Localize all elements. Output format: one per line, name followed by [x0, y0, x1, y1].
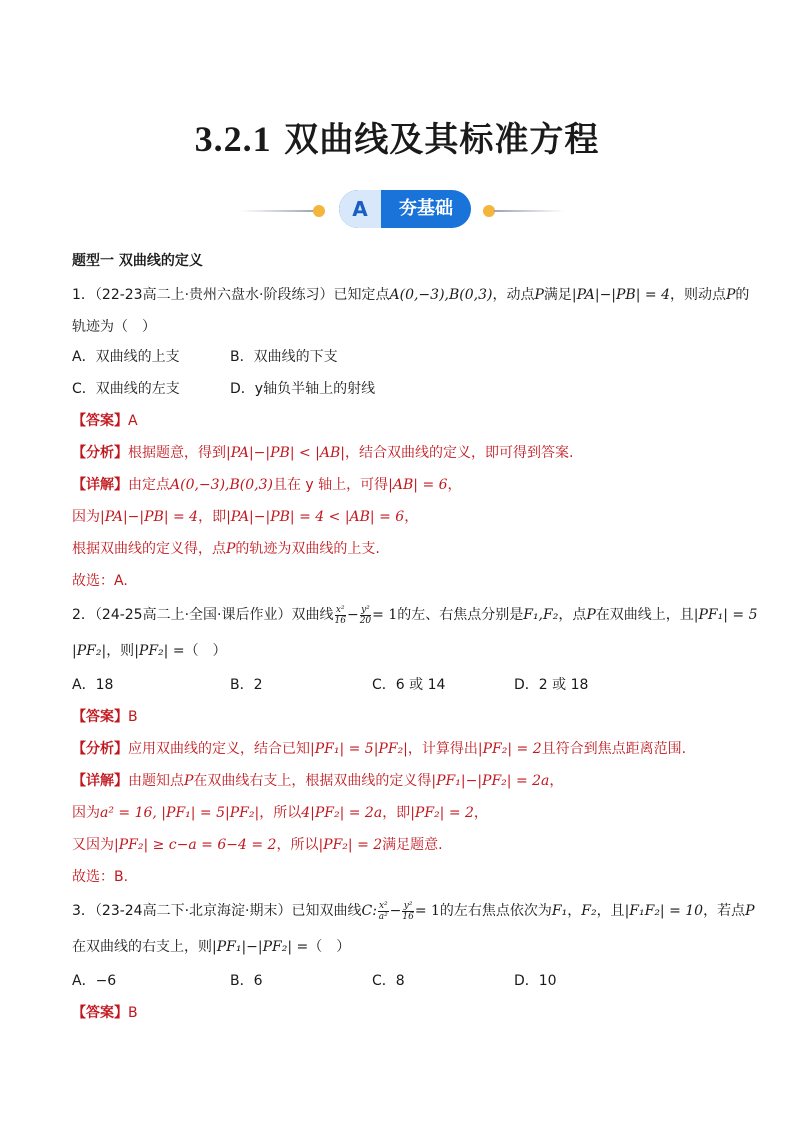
- q1-detail1-math2: |AB| = 6: [388, 477, 448, 493]
- q2-condition: |PF₁| = 5: [693, 607, 758, 623]
- q2-choose: 故选：B.: [72, 869, 129, 885]
- q1-detail3-a: 根据双曲线的定义得，点: [72, 541, 226, 557]
- q2-frac-y: [360, 605, 371, 626]
- q3-answer-tag: 【答案】: [72, 1005, 128, 1021]
- q2-analysis-c: 且符合到焦点距离范围.: [541, 741, 687, 757]
- q2-analysis-b: ，计算得出: [407, 741, 478, 757]
- q3-line2-b: （ ）: [308, 939, 351, 955]
- q2-analysis-math: |PF₁| = 5|PF₂|: [310, 741, 408, 757]
- q2-line2-b: （ ）: [184, 643, 227, 659]
- q2-stem-b: 的左、右焦点分别是: [397, 607, 524, 623]
- q2-analysis-math2: |PF₂| = 2: [477, 741, 542, 757]
- q2-eq: = 1: [372, 607, 398, 623]
- q2-answer-value: B: [128, 709, 138, 725]
- banner-pill: [339, 190, 471, 228]
- q1-detail-2: [72, 506, 418, 526]
- q1-answer-value: A: [128, 413, 138, 429]
- q1-point-p: P: [534, 287, 544, 303]
- q2-stem-c: ，点: [558, 607, 587, 623]
- page-title: [0, 112, 794, 161]
- q2-detail-1: [72, 770, 563, 790]
- q1-analysis-b: ，结合双曲线的定义，即可得到答案.: [345, 445, 574, 461]
- q2-analysis-a: 应用双曲线的定义，结合已知: [128, 741, 310, 757]
- q2-detail2-c: ，即: [382, 805, 411, 821]
- q1-stem-a: 1．（22-23高二上·贵州六盘水·阶段练习）已知定点: [72, 287, 390, 303]
- q2-analysis-tag: 【分析】: [72, 741, 128, 757]
- q1-detail2-c: ，: [404, 509, 419, 525]
- q2-frac-x: [335, 605, 346, 626]
- q1-detail1-c: ，: [447, 477, 462, 493]
- q1-detail3-p: P: [226, 541, 236, 557]
- section-heading: 题型一 双曲线的定义: [72, 253, 203, 269]
- q3-option-d: D．10: [514, 973, 557, 989]
- q3-option-b: B．6: [230, 973, 263, 989]
- q3-f2: F₂: [581, 903, 597, 919]
- q2-detail2-math2: 4|PF₂| = 2a: [301, 805, 383, 821]
- banner-line-right: [494, 210, 564, 212]
- title-text: 双曲线及其标准方程: [284, 120, 600, 160]
- q1-detail1-a: 由定点: [128, 477, 170, 493]
- q1-detail-1: [72, 474, 462, 494]
- title-number: 3.2.1: [194, 119, 272, 159]
- q3-stem-d: ，若点: [703, 903, 746, 919]
- q3-point-p: P: [745, 903, 755, 919]
- banner-letter: A: [339, 190, 381, 228]
- q3-frac2-num: y²: [403, 900, 413, 911]
- q2-detail3-b: ，所以: [276, 837, 319, 853]
- q2-detail2-d: ，: [473, 805, 488, 821]
- q2-line2-math: |PF₂|: [72, 643, 107, 659]
- q1-point-p2: P: [725, 287, 736, 303]
- q2-frac1-den: 16: [334, 615, 346, 626]
- q2-detail3-c: 满足题意.: [382, 837, 443, 853]
- q2-option-a: A．18: [72, 677, 114, 693]
- q2-detail-tag: 【详解】: [72, 773, 128, 789]
- q2-detail1-p: P: [184, 773, 194, 789]
- q2-answer: [72, 706, 138, 726]
- q2-option-c: C．6 或 14: [372, 677, 446, 693]
- q3-line2-math: |PF₁|−|PF₂| =: [212, 939, 309, 955]
- q2-detail-3: [72, 834, 443, 854]
- q2-frac2-num: y²: [361, 604, 370, 615]
- q1-analysis: [72, 442, 573, 462]
- banner-line-left: [240, 210, 316, 212]
- q2-answer-tag: 【答案】: [72, 709, 128, 725]
- q3-comma: ，: [567, 903, 582, 919]
- q1-option-d: D．y轴负半轴上的射线: [230, 381, 376, 397]
- q2-minus: −: [346, 607, 359, 623]
- q2-option-b: B．2: [230, 677, 263, 693]
- q2-option-d: D．2 或 18: [514, 677, 589, 693]
- q1-analysis-a: 根据题意，得到: [128, 445, 226, 461]
- q2-frac2-den: 20: [359, 615, 372, 626]
- q2-frac1-num: x²: [335, 604, 345, 615]
- q2-analysis: [72, 738, 686, 758]
- q3-answer: [72, 1002, 138, 1022]
- q3-option-a: A．−6: [72, 973, 117, 989]
- q1-stem-c: 满足: [543, 287, 572, 303]
- q2-foci: F₁,F₂: [523, 607, 559, 623]
- q3-eq: = 1: [414, 903, 440, 919]
- q2-line2-a: ，则: [106, 643, 135, 659]
- q3-frac1-num: x²: [378, 900, 388, 911]
- q1-option-c: C．双曲线的左支: [72, 381, 180, 397]
- q3-frac-x: [378, 901, 389, 922]
- section-banner: [0, 190, 794, 230]
- q3-curve-c: C:: [361, 903, 377, 919]
- q3-frac1-den: a²: [378, 911, 388, 922]
- q1-condition: |PA|−|PB| = 4: [571, 287, 670, 303]
- q1-detail-3: [72, 538, 380, 558]
- q2-stem: [72, 604, 757, 626]
- q1-answer-tag: 【答案】: [72, 413, 128, 429]
- q3-option-c: C．8: [372, 973, 405, 989]
- q2-detail3-math2: |PF₂| = 2: [318, 837, 383, 853]
- q1-detail1-b: 且在 y 轴上，可得: [272, 477, 389, 493]
- q3-line2-a: 在双曲线的右支上，则: [72, 939, 212, 955]
- q2-detail2-math: a² = 16, |PF₁| = 5|PF₂|: [100, 805, 260, 821]
- q2-detail1-b: 在双曲线右支上，根据双曲线的定义得: [193, 773, 432, 789]
- q1-analysis-tag: 【分析】: [72, 445, 128, 461]
- q1-stem-e: 的: [735, 287, 750, 303]
- q2-detail1-a: 由题知点: [128, 773, 184, 789]
- q3-condition: |F₁F₂| = 10: [624, 903, 704, 919]
- q3-frac-y: [402, 901, 413, 922]
- q1-stem-d: ，则动点: [669, 287, 726, 303]
- q3-stem: [72, 900, 755, 922]
- q2-detail1-math: |PF₁|−|PF₂| = 2a: [431, 773, 550, 789]
- q2-detail3-a: 又因为: [72, 837, 114, 853]
- q1-analysis-math: |PA|−|PB| < |AB|: [226, 445, 346, 461]
- q2-stem-d: 在双曲线上，且: [595, 607, 694, 623]
- q3-stem-line2: [72, 936, 350, 956]
- q3-stem-a: 3．（23-24高二下·北京海淀·期末）已知双曲线: [72, 903, 362, 919]
- q1-option-a: A．双曲线的上支: [72, 349, 180, 365]
- q3-f1: F₁: [551, 903, 568, 919]
- q1-stem: [72, 284, 749, 304]
- q1-detail2-math: |PA|−|PB| = 4: [100, 509, 199, 525]
- q3-stem-b: 的左右焦点依次为: [439, 903, 552, 919]
- q2-stem-a: 2．（24-25高二上·全国·课后作业）双曲线: [72, 607, 334, 623]
- q1-detail2-math2: |PA|−|PB| = 4 < |AB| = 6: [226, 509, 405, 525]
- q1-detail-tag: 【详解】: [72, 477, 128, 493]
- q3-frac2-den: 16: [402, 911, 414, 922]
- q2-detail1-c: ，: [549, 773, 564, 789]
- q2-stem-line2: [72, 640, 227, 660]
- q1-stem-line2: 轨迹为（ ）: [72, 319, 156, 335]
- q1-option-b: B．双曲线的下支: [230, 349, 338, 365]
- q2-detail2-math3: |PF₂| = 2: [410, 805, 474, 821]
- banner-dot-left-icon: [313, 205, 325, 217]
- q3-stem-c: ，且: [596, 903, 625, 919]
- q1-choose: 故选：A.: [72, 573, 128, 589]
- q1-detail2-b: ，即: [198, 509, 227, 525]
- q1-detail1-math: A(0,−3),B(0,3): [170, 477, 273, 493]
- q3-minus: −: [389, 903, 402, 919]
- q2-line2-math2: |PF₂| =: [134, 643, 185, 659]
- q1-answer: [72, 410, 138, 430]
- q2-point-p: P: [586, 607, 596, 623]
- q1-points: A(0,−3),B(0,3): [389, 287, 493, 303]
- q2-detail2-b: ，所以: [259, 805, 302, 821]
- q1-stem-b: ，动点: [492, 287, 535, 303]
- q3-answer-value: B: [128, 1005, 138, 1021]
- q2-detail-2: [72, 802, 488, 822]
- banner-label: 夯基础: [399, 198, 453, 219]
- q1-detail2-a: 因为: [72, 509, 100, 525]
- q2-detail2-a: 因为: [72, 805, 100, 821]
- q1-detail3-b: 的轨迹为双曲线的上支.: [235, 541, 380, 557]
- q2-detail3-math: |PF₂| ≥ c−a = 6−4 = 2: [114, 837, 277, 853]
